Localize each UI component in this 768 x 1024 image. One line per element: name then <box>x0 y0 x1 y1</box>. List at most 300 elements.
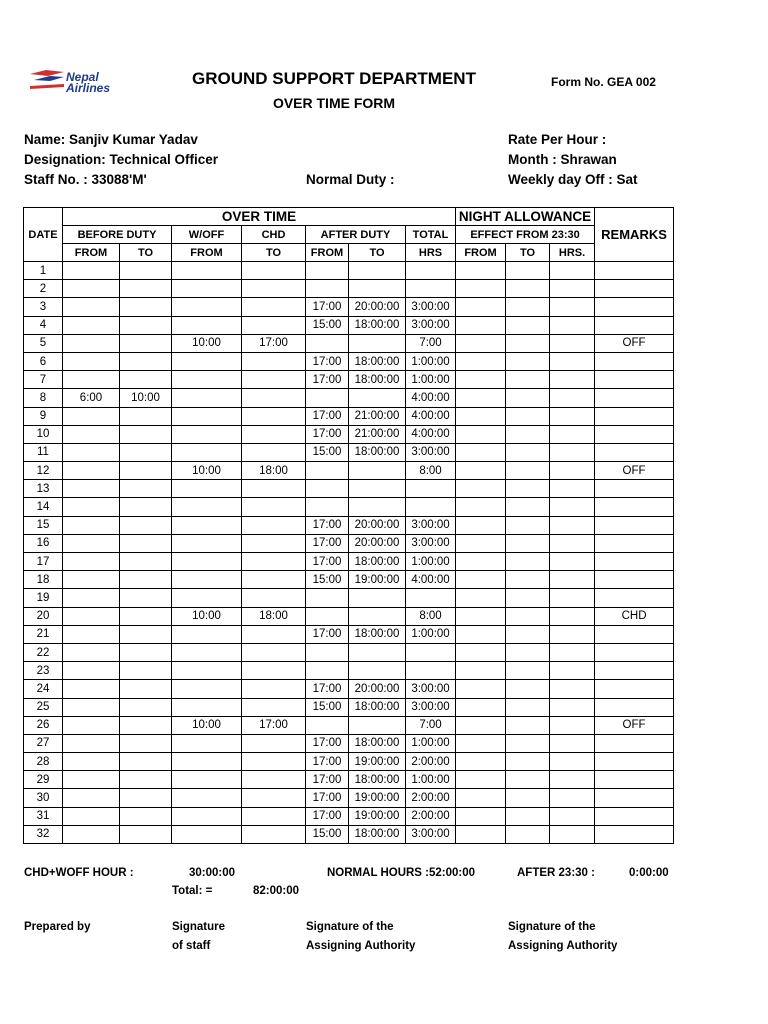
cell-night-to <box>506 316 550 334</box>
cell-woff-to <box>242 807 306 825</box>
cell-remarks <box>595 480 674 498</box>
cell-woff-to <box>242 443 306 461</box>
cell-woff-to: 17:00 <box>242 716 306 734</box>
cell-woff-to <box>242 680 306 698</box>
cell-after-to: 20:00:00 <box>349 516 406 534</box>
cell-after-from: 15:00 <box>306 825 349 843</box>
cell-after-to: 19:00:00 <box>349 807 406 825</box>
cell-woff-from <box>172 443 242 461</box>
cell-after-from: 17:00 <box>306 407 349 425</box>
cell-before-from <box>63 371 120 389</box>
cell-date: 8 <box>24 389 63 407</box>
cell-remarks <box>595 298 674 316</box>
table-row <box>24 825 674 843</box>
cell-night-to <box>506 607 550 625</box>
cell-woff-from <box>172 753 242 771</box>
cell-remarks <box>595 680 674 698</box>
cell-total-hrs: 3:00:00 <box>406 316 456 334</box>
cell-night-hrs <box>550 334 595 352</box>
cell-before-from <box>63 589 120 607</box>
cell-night-hrs <box>550 716 595 734</box>
authority-signature-2-line2: Assigning Authority <box>508 940 618 952</box>
cell-after-from: 15:00 <box>306 316 349 334</box>
total-value: 82:00:00 <box>253 885 300 897</box>
table-row <box>24 534 674 552</box>
cell-night-hrs <box>550 625 595 643</box>
cell-after-to <box>349 462 406 480</box>
table-row <box>24 389 674 407</box>
cell-night-from <box>456 534 506 552</box>
cell-night-hrs <box>550 462 595 480</box>
cell-night-to <box>506 734 550 752</box>
woff-to-header: TO <box>242 244 306 262</box>
cell-date: 31 <box>24 807 63 825</box>
authority-signature-1-line1: Signature of the <box>306 921 394 933</box>
cell-remarks <box>595 389 674 407</box>
cell-night-to <box>506 789 550 807</box>
cell-date: 22 <box>24 643 63 661</box>
night-hrs-header: HRS. <box>550 244 595 262</box>
cell-night-from <box>456 316 506 334</box>
cell-night-from <box>456 262 506 280</box>
cell-woff-from <box>172 698 242 716</box>
overtime-table-body <box>24 262 674 844</box>
cell-before-to <box>120 352 172 370</box>
cell-woff-from <box>172 589 242 607</box>
cell-before-from <box>63 553 120 571</box>
cell-before-from <box>63 571 120 589</box>
before-from-header: FROM <box>63 244 120 262</box>
night-allowance-header: NIGHT ALLOWANCE <box>456 208 595 226</box>
cell-night-from <box>456 498 506 516</box>
cell-woff-to: 18:00 <box>242 607 306 625</box>
cell-night-to <box>506 371 550 389</box>
cell-woff-to: 18:00 <box>242 462 306 480</box>
cell-woff-to: 17:00 <box>242 334 306 352</box>
cell-night-from <box>456 734 506 752</box>
cell-woff-to <box>242 498 306 516</box>
cell-night-to <box>506 698 550 716</box>
cell-night-from <box>456 371 506 389</box>
cell-total-hrs: 2:00:00 <box>406 789 456 807</box>
cell-date: 13 <box>24 480 63 498</box>
cell-woff-to <box>242 553 306 571</box>
cell-after-from <box>306 643 349 661</box>
cell-woff-from <box>172 407 242 425</box>
cell-woff-from <box>172 771 242 789</box>
table-row <box>24 425 674 443</box>
table-row <box>24 498 674 516</box>
cell-night-hrs <box>550 571 595 589</box>
cell-night-hrs <box>550 589 595 607</box>
cell-after-to <box>349 607 406 625</box>
cell-night-from <box>456 571 506 589</box>
cell-night-from <box>456 807 506 825</box>
cell-before-to <box>120 698 172 716</box>
cell-night-hrs <box>550 316 595 334</box>
cell-night-from <box>456 280 506 298</box>
logo-text-airlines: Airlines <box>66 81 111 95</box>
cell-before-to <box>120 807 172 825</box>
cell-before-to <box>120 734 172 752</box>
cell-night-to <box>506 298 550 316</box>
cell-woff-to <box>242 371 306 389</box>
staff-signature-line1: Signature <box>172 921 226 933</box>
after-duty-header: AFTER DUTY <box>306 226 406 244</box>
cell-night-from <box>456 407 506 425</box>
cell-night-hrs <box>550 352 595 370</box>
cell-woff-from: 10:00 <box>172 462 242 480</box>
cell-after-from: 17:00 <box>306 516 349 534</box>
cell-night-hrs <box>550 553 595 571</box>
table-row <box>24 625 674 643</box>
cell-before-from <box>63 789 120 807</box>
cell-night-from <box>456 443 506 461</box>
cell-night-to <box>506 662 550 680</box>
employee-name: Name: Sanjiv Kumar Yadav <box>24 132 198 147</box>
cell-date: 10 <box>24 425 63 443</box>
cell-after-from: 17:00 <box>306 371 349 389</box>
cell-remarks <box>595 516 674 534</box>
cell-date: 19 <box>24 589 63 607</box>
cell-night-to <box>506 625 550 643</box>
cell-before-to <box>120 443 172 461</box>
cell-after-from: 17:00 <box>306 807 349 825</box>
cell-before-from <box>63 334 120 352</box>
cell-woff-from <box>172 316 242 334</box>
cell-woff-to <box>242 789 306 807</box>
cell-night-from <box>456 698 506 716</box>
cell-date: 15 <box>24 516 63 534</box>
cell-night-to <box>506 480 550 498</box>
table-row <box>24 589 674 607</box>
cell-night-from <box>456 680 506 698</box>
cell-remarks <box>595 280 674 298</box>
table-row <box>24 698 674 716</box>
cell-night-to <box>506 462 550 480</box>
cell-before-from <box>63 443 120 461</box>
cell-night-to <box>506 280 550 298</box>
remarks-header: REMARKS <box>595 208 674 262</box>
cell-after-from: 17:00 <box>306 534 349 552</box>
cell-woff-to <box>242 407 306 425</box>
cell-woff-to <box>242 771 306 789</box>
cell-remarks <box>595 534 674 552</box>
cell-before-from <box>63 425 120 443</box>
cell-after-from: 17:00 <box>306 680 349 698</box>
table-row <box>24 807 674 825</box>
cell-night-hrs <box>550 789 595 807</box>
cell-date: 25 <box>24 698 63 716</box>
cell-night-to <box>506 571 550 589</box>
cell-after-from: 17:00 <box>306 734 349 752</box>
cell-woff-from <box>172 807 242 825</box>
cell-before-from <box>63 753 120 771</box>
cell-after-from: 17:00 <box>306 298 349 316</box>
cell-after-to <box>349 589 406 607</box>
cell-date: 3 <box>24 298 63 316</box>
cell-date: 9 <box>24 407 63 425</box>
table-row <box>24 789 674 807</box>
cell-after-from <box>306 589 349 607</box>
table-row <box>24 262 674 280</box>
cell-after-from <box>306 662 349 680</box>
cell-night-from <box>456 553 506 571</box>
effect-from-header: EFFECT FROM 23:30 <box>456 226 595 244</box>
cell-after-to: 21:00:00 <box>349 407 406 425</box>
weekly-day-off: Weekly day Off : Sat <box>508 172 638 187</box>
cell-total-hrs: 3:00:00 <box>406 698 456 716</box>
cell-before-from <box>63 734 120 752</box>
cell-night-hrs <box>550 771 595 789</box>
cell-woff-from <box>172 498 242 516</box>
cell-night-from <box>456 716 506 734</box>
cell-night-hrs <box>550 389 595 407</box>
cell-after-from <box>306 716 349 734</box>
cell-night-from <box>456 516 506 534</box>
cell-before-to <box>120 280 172 298</box>
cell-night-from <box>456 298 506 316</box>
cell-date: 20 <box>24 607 63 625</box>
table-header-row-3 <box>24 244 674 262</box>
cell-before-to <box>120 789 172 807</box>
cell-night-to <box>506 716 550 734</box>
cell-night-hrs <box>550 698 595 716</box>
cell-after-from <box>306 389 349 407</box>
cell-before-from: 6:00 <box>63 389 120 407</box>
cell-remarks: OFF <box>595 334 674 352</box>
cell-total-hrs: 4:00:00 <box>406 571 456 589</box>
employee-designation: Designation: Technical Officer <box>24 152 219 167</box>
cell-night-to <box>506 680 550 698</box>
cell-night-from <box>456 480 506 498</box>
cell-after-to: 18:00:00 <box>349 825 406 843</box>
cell-woff-from <box>172 298 242 316</box>
cell-woff-to <box>242 625 306 643</box>
table-row <box>24 352 674 370</box>
cell-before-to <box>120 625 172 643</box>
cell-woff-to <box>242 280 306 298</box>
cell-total-hrs: 2:00:00 <box>406 753 456 771</box>
cell-night-hrs <box>550 753 595 771</box>
table-row <box>24 443 674 461</box>
cell-remarks <box>595 789 674 807</box>
cell-after-to: 18:00:00 <box>349 443 406 461</box>
cell-night-from <box>456 334 506 352</box>
cell-total-hrs: 7:00 <box>406 716 456 734</box>
form-title: OVER TIME FORM <box>272 95 396 111</box>
cell-woff-from <box>172 516 242 534</box>
cell-woff-to <box>242 698 306 716</box>
cell-night-hrs <box>550 498 595 516</box>
cell-woff-from <box>172 825 242 843</box>
form-number: Form No. GEA 002 <box>551 75 656 89</box>
cell-after-to: 19:00:00 <box>349 753 406 771</box>
before-to-header: TO <box>120 244 172 262</box>
table-row <box>24 407 674 425</box>
cell-total-hrs: 1:00:00 <box>406 352 456 370</box>
cell-after-to <box>349 334 406 352</box>
cell-remarks <box>595 625 674 643</box>
cell-after-from <box>306 498 349 516</box>
cell-before-to <box>120 516 172 534</box>
total-hrs-header: HRS <box>406 244 456 262</box>
cell-night-from <box>456 825 506 843</box>
cell-night-to <box>506 753 550 771</box>
staff-signature-line2: of staff <box>172 940 211 952</box>
cell-after-to: 18:00:00 <box>349 771 406 789</box>
cell-night-to <box>506 825 550 843</box>
cell-after-from: 15:00 <box>306 571 349 589</box>
after-2330-value: 0:00:00 <box>629 867 669 879</box>
cell-night-hrs <box>550 825 595 843</box>
cell-woff-from <box>172 789 242 807</box>
cell-after-to: 18:00:00 <box>349 352 406 370</box>
cell-night-from <box>456 352 506 370</box>
cell-before-to <box>120 553 172 571</box>
cell-total-hrs: 4:00:00 <box>406 407 456 425</box>
staff-number: Staff No. : 33088'M' <box>24 172 147 187</box>
night-from-header: FROM <box>456 244 506 262</box>
cell-before-to <box>120 607 172 625</box>
cell-date: 30 <box>24 789 63 807</box>
cell-woff-from <box>172 352 242 370</box>
cell-total-hrs: 3:00:00 <box>406 825 456 843</box>
cell-before-from <box>63 516 120 534</box>
cell-night-to <box>506 516 550 534</box>
cell-date: 29 <box>24 771 63 789</box>
cell-remarks: CHD <box>595 607 674 625</box>
cell-woff-to <box>242 352 306 370</box>
cell-night-to <box>506 443 550 461</box>
cell-total-hrs: 8:00 <box>406 607 456 625</box>
cell-woff-from: 10:00 <box>172 716 242 734</box>
cell-date: 12 <box>24 462 63 480</box>
cell-before-from <box>63 352 120 370</box>
cell-woff-from <box>172 280 242 298</box>
cell-woff-from <box>172 371 242 389</box>
logo-text-nepal: Nepal <box>66 70 99 84</box>
cell-woff-to <box>242 298 306 316</box>
cell-after-to: 18:00:00 <box>349 698 406 716</box>
cell-night-from <box>456 589 506 607</box>
table-row <box>24 280 674 298</box>
cell-before-from <box>63 662 120 680</box>
cell-night-to <box>506 534 550 552</box>
cell-remarks <box>595 807 674 825</box>
cell-woff-from: 10:00 <box>172 334 242 352</box>
cell-total-hrs: 3:00:00 <box>406 443 456 461</box>
cell-woff-from <box>172 734 242 752</box>
cell-night-hrs <box>550 534 595 552</box>
table-row <box>24 753 674 771</box>
cell-remarks <box>595 589 674 607</box>
cell-night-to <box>506 553 550 571</box>
cell-date: 11 <box>24 443 63 461</box>
cell-before-to <box>120 571 172 589</box>
cell-remarks <box>595 553 674 571</box>
cell-night-from <box>456 607 506 625</box>
cell-remarks <box>595 571 674 589</box>
overtime-table <box>23 207 674 844</box>
table-row <box>24 316 674 334</box>
cell-after-to: 20:00:00 <box>349 534 406 552</box>
night-to-header: TO <box>506 244 550 262</box>
table-row <box>24 553 674 571</box>
cell-before-to <box>120 716 172 734</box>
cell-night-from <box>456 753 506 771</box>
cell-before-to <box>120 334 172 352</box>
cell-before-to <box>120 462 172 480</box>
cell-remarks <box>595 425 674 443</box>
cell-night-to <box>506 807 550 825</box>
cell-night-from <box>456 462 506 480</box>
cell-woff-from <box>172 389 242 407</box>
cell-date: 23 <box>24 662 63 680</box>
cell-night-hrs <box>550 298 595 316</box>
cell-total-hrs: 4:00:00 <box>406 389 456 407</box>
cell-before-to <box>120 371 172 389</box>
cell-before-from <box>63 680 120 698</box>
woff-header: W/OFF <box>172 226 242 244</box>
cell-after-to <box>349 662 406 680</box>
cell-night-to <box>506 334 550 352</box>
cell-after-from: 15:00 <box>306 698 349 716</box>
cell-total-hrs: 4:00:00 <box>406 425 456 443</box>
cell-night-to <box>506 498 550 516</box>
cell-night-to <box>506 407 550 425</box>
cell-remarks <box>595 662 674 680</box>
table-header-row-1 <box>24 208 674 226</box>
cell-date: 5 <box>24 334 63 352</box>
cell-remarks <box>595 371 674 389</box>
cell-after-to: 18:00:00 <box>349 371 406 389</box>
cell-total-hrs: 2:00:00 <box>406 807 456 825</box>
cell-total-hrs <box>406 589 456 607</box>
cell-night-to <box>506 352 550 370</box>
table-row <box>24 334 674 352</box>
cell-before-to <box>120 425 172 443</box>
cell-before-from <box>63 480 120 498</box>
cell-remarks <box>595 262 674 280</box>
table-row <box>24 662 674 680</box>
cell-total-hrs <box>406 480 456 498</box>
cell-after-from: 17:00 <box>306 553 349 571</box>
cell-night-from <box>456 389 506 407</box>
cell-before-from <box>63 298 120 316</box>
cell-after-from: 17:00 <box>306 625 349 643</box>
prepared-by: Prepared by <box>24 921 91 933</box>
cell-before-from <box>63 407 120 425</box>
cell-woff-to <box>242 480 306 498</box>
before-duty-header: BEFORE DUTY <box>63 226 172 244</box>
chd-woff-value: 30:00:00 <box>189 867 236 879</box>
cell-after-to <box>349 389 406 407</box>
cell-woff-from: 10:00 <box>172 607 242 625</box>
cell-before-to <box>120 662 172 680</box>
cell-date: 26 <box>24 716 63 734</box>
cell-woff-to <box>242 425 306 443</box>
cell-night-hrs <box>550 407 595 425</box>
cell-after-from: 15:00 <box>306 443 349 461</box>
cell-total-hrs: 7:00 <box>406 334 456 352</box>
cell-before-from <box>63 498 120 516</box>
cell-woff-to <box>242 662 306 680</box>
cell-after-to: 18:00:00 <box>349 625 406 643</box>
cell-remarks <box>595 734 674 752</box>
cell-night-hrs <box>550 443 595 461</box>
cell-date: 24 <box>24 680 63 698</box>
